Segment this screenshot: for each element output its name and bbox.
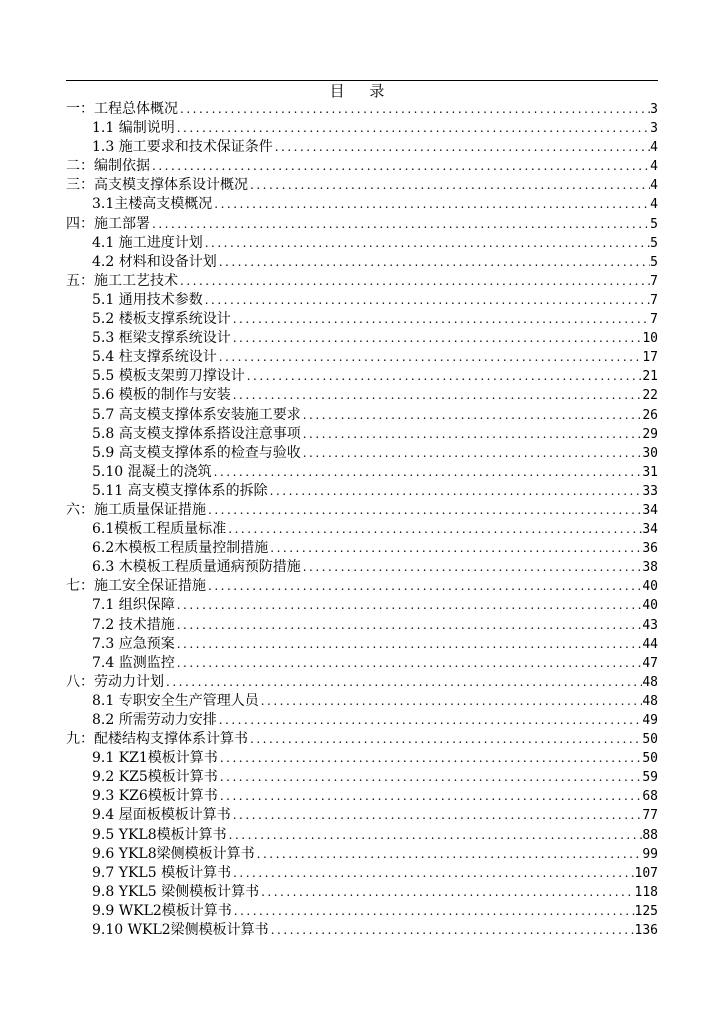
dot-leader <box>231 386 643 405</box>
toc-entry[interactable] <box>66 787 658 806</box>
dot-leader <box>231 806 643 825</box>
toc-entry[interactable] <box>66 348 658 367</box>
toc-entry[interactable] <box>66 635 658 654</box>
toc-entry-label: 5.2 楼板支撑系统设计 <box>92 311 231 328</box>
dot-leader <box>218 749 643 768</box>
toc-entry[interactable] <box>66 577 658 596</box>
toc-entry-page-number: 125 <box>634 903 658 919</box>
toc-entry[interactable] <box>66 826 658 845</box>
dot-leader <box>178 272 650 291</box>
dot-leader <box>231 310 650 329</box>
dot-leader <box>255 845 643 864</box>
dot-leader <box>268 482 643 501</box>
toc-entry-label: 8.2 所需劳动力安排 <box>92 712 217 728</box>
dot-leader <box>206 577 642 596</box>
dot-leader <box>301 444 643 463</box>
toc-entry[interactable] <box>66 406 658 425</box>
toc-entry-page-number: 36 <box>642 541 658 557</box>
toc-entry[interactable] <box>66 730 658 749</box>
dot-leader <box>218 787 643 806</box>
table-of-contents <box>66 100 658 940</box>
toc-entry-page-number: 47 <box>642 655 658 671</box>
toc-entry[interactable] <box>66 215 658 234</box>
toc-entry[interactable] <box>66 806 658 825</box>
dot-leader <box>175 596 643 615</box>
toc-entry-label: 3.1主楼高支模概况 <box>92 196 213 213</box>
toc-entry[interactable] <box>66 596 658 615</box>
toc-entry-page-number: 136 <box>634 923 658 939</box>
toc-entry-label: 5.9 高支模支撑体系的检查与验收 <box>92 444 301 461</box>
toc-entry-label: 5.1 通用技术参数 <box>92 291 203 308</box>
toc-entry-page-number: 43 <box>642 617 658 633</box>
toc-entry-page-number: 5 <box>650 235 658 251</box>
toc-entry-label: 9.9 WKL2模板计算书 <box>92 902 232 919</box>
toc-entry-page-number: 4 <box>650 140 658 156</box>
toc-entry-label: 9.8 YKL5 梁侧模板计算书 <box>92 883 260 900</box>
dot-leader <box>227 826 643 845</box>
toc-title: 目 录 <box>329 82 395 100</box>
toc-entry-page-number: 33 <box>642 483 658 499</box>
dot-leader <box>231 864 634 883</box>
toc-entry[interactable] <box>66 291 658 310</box>
toc-entry-page-number: 3 <box>650 102 658 117</box>
toc-entry[interactable] <box>66 501 658 520</box>
toc-entry-page-number: 50 <box>642 732 658 748</box>
dot-leader <box>203 291 650 310</box>
dot-leader <box>175 119 650 138</box>
toc-entry[interactable] <box>66 234 658 253</box>
toc-entry-page-number: 48 <box>642 674 658 690</box>
toc-entry-label: 八：劳动力计划 <box>66 673 164 690</box>
toc-entry-label: 九：配楼结构支撑体系计算书 <box>66 731 248 748</box>
toc-entry-label: 四：施工部署 <box>66 215 150 232</box>
toc-entry[interactable] <box>66 310 658 329</box>
toc-entry-label: 9.10 WKL2梁侧模板计算书 <box>92 922 269 939</box>
toc-entry-label: 9.1 KZ1模板计算书 <box>92 750 218 767</box>
dot-leader <box>178 100 650 119</box>
toc-entry-label: 6.3 木模板工程质量通病预防措施 <box>92 559 301 576</box>
toc-entry[interactable] <box>66 482 658 501</box>
toc-entry-page-number: 68 <box>642 789 658 805</box>
toc-entry-page-number: 88 <box>642 827 658 843</box>
toc-entry[interactable] <box>66 386 658 405</box>
toc-entry-page-number: 22 <box>642 388 658 404</box>
toc-entry-page-number: 34 <box>642 502 658 518</box>
toc-entry-page-number: 59 <box>642 770 658 786</box>
toc-entry-page-number: 118 <box>634 884 658 900</box>
toc-entry-label: 5.6 模板的制作与安装 <box>92 387 231 404</box>
toc-entry-label: 9.6 YKL8梁侧模板计算书 <box>92 845 255 862</box>
toc-entry-label: 5.3 框梁支撑系统设计 <box>92 330 231 347</box>
toc-entry-label: 5.7 高支模支撑体系安装施工要求 <box>92 406 301 423</box>
toc-entry-label: 三：高支模支撑体系设计概况 <box>66 177 248 194</box>
dot-leader <box>175 635 643 654</box>
toc-entry-page-number: 48 <box>642 693 658 709</box>
toc-entry-label: 7.2 技术措施 <box>92 616 175 633</box>
toc-entry-label: 七：施工安全保证措施 <box>66 578 206 595</box>
toc-entry[interactable] <box>66 749 658 768</box>
toc-entry-label: 9.4 屋面板模板计算书 <box>92 807 231 824</box>
dot-leader <box>248 176 650 195</box>
toc-entry[interactable] <box>66 864 658 883</box>
toc-entry-label: 5.5 模板支架剪刀撑设计 <box>92 368 245 385</box>
toc-entry[interactable] <box>66 654 658 673</box>
toc-entry[interactable] <box>66 921 658 940</box>
toc-entry[interactable] <box>66 539 658 558</box>
toc-entry-label: 1.3 施工要求和技术保证条件 <box>92 139 273 156</box>
toc-entry-page-number: 7 <box>650 312 658 328</box>
toc-entry[interactable] <box>66 329 658 348</box>
toc-entry-label: 9.7 YKL5 模板计算书 <box>92 864 232 881</box>
toc-entry-page-number: 4 <box>650 178 658 194</box>
top-rule <box>66 80 658 81</box>
dot-leader <box>218 768 643 787</box>
toc-entry[interactable] <box>66 253 658 272</box>
toc-entry[interactable] <box>66 883 658 902</box>
toc-entry[interactable] <box>66 367 658 386</box>
toc-entry-label: 6.1模板工程质量标准 <box>92 521 227 538</box>
dot-leader <box>150 157 650 176</box>
toc-entry[interactable] <box>66 711 658 730</box>
toc-entry-page-number: 40 <box>642 598 658 614</box>
toc-entry-label: 4.2 材料和设备计划 <box>92 253 217 270</box>
dot-leader <box>248 730 642 749</box>
dot-leader <box>259 883 634 902</box>
dot-leader <box>175 616 643 635</box>
toc-entry-page-number: 40 <box>642 579 658 595</box>
toc-entry[interactable] <box>66 100 658 119</box>
dot-leader <box>301 558 643 577</box>
toc-entry-page-number: 21 <box>642 369 658 385</box>
dot-leader <box>232 902 635 921</box>
toc-entry[interactable] <box>66 463 658 482</box>
dot-leader <box>150 215 650 234</box>
toc-entry[interactable] <box>66 673 658 692</box>
toc-entry-page-number: 30 <box>642 445 658 461</box>
toc-entry-page-number: 26 <box>642 407 658 423</box>
toc-entry-label: 1.1 编制说明 <box>92 120 175 137</box>
toc-entry[interactable] <box>66 768 658 787</box>
toc-entry-page-number: 49 <box>642 713 658 728</box>
toc-entry[interactable] <box>66 138 658 157</box>
dot-leader <box>212 463 643 482</box>
toc-entry-label: 6.2木模板工程质量控制措施 <box>92 540 269 557</box>
toc-entry-label: 一：工程总体概况 <box>66 101 178 117</box>
toc-entry[interactable] <box>66 157 658 176</box>
toc-entry-page-number: 31 <box>642 464 658 480</box>
dot-leader <box>212 195 650 214</box>
toc-entry[interactable] <box>66 272 658 291</box>
toc-entry-page-number: 4 <box>650 197 658 213</box>
toc-entry-label: 5.4 柱支撑系统设计 <box>92 349 217 366</box>
toc-entry[interactable] <box>66 119 658 138</box>
dot-leader <box>217 253 650 272</box>
dot-leader <box>164 673 642 692</box>
toc-entry-label: 7.3 应急预案 <box>92 635 175 652</box>
dot-leader <box>217 711 643 730</box>
dot-leader <box>301 406 643 425</box>
toc-entry[interactable] <box>66 444 658 463</box>
toc-entry-label: 五：施工工艺技术 <box>66 272 178 289</box>
toc-entry-label: 5.10 混凝土的浇筑 <box>92 463 212 480</box>
dot-leader <box>259 692 643 711</box>
toc-entry[interactable] <box>66 558 658 577</box>
toc-entry-label: 9.5 YKL8模板计算书 <box>92 826 227 843</box>
toc-entry-label: 9.2 KZ5模板计算书 <box>92 769 218 786</box>
toc-entry-page-number: 5 <box>650 254 658 270</box>
toc-entry-label: 5.11 高支模支撑体系的拆除 <box>92 482 268 499</box>
toc-entry-label: 二：编制依据 <box>66 158 150 175</box>
dot-leader <box>203 234 650 253</box>
toc-entry[interactable] <box>66 520 658 539</box>
toc-entry-label: 7.4 监测监控 <box>92 654 175 671</box>
toc-entry-page-number: 44 <box>642 636 658 652</box>
dot-leader <box>175 654 643 673</box>
dot-leader <box>226 520 642 539</box>
toc-entry-page-number: 5 <box>650 216 658 232</box>
toc-entry-label: 9.3 KZ6模板计算书 <box>92 788 218 805</box>
toc-entry[interactable] <box>66 425 658 444</box>
toc-entry[interactable] <box>66 845 658 864</box>
toc-entry-label: 5.8 高支模支撑体系搭设注意事项 <box>92 425 301 442</box>
dot-leader <box>245 367 643 386</box>
toc-entry-label: 4.1 施工进度计划 <box>92 234 203 251</box>
dot-leader <box>301 425 643 444</box>
toc-entry-label: 8.1 专职安全生产管理人员 <box>92 692 259 709</box>
toc-entry-label: 7.1 组织保障 <box>92 597 175 614</box>
toc-entry[interactable] <box>66 195 658 214</box>
toc-entry-page-number: 3 <box>650 121 658 137</box>
toc-entry-page-number: 38 <box>642 560 658 576</box>
toc-entry-label: 六：施工质量保证措施 <box>66 501 206 518</box>
toc-entry-page-number: 34 <box>642 522 658 538</box>
toc-entry[interactable] <box>66 176 658 195</box>
dot-leader <box>269 921 635 940</box>
toc-entry-page-number: 107 <box>634 865 658 881</box>
toc-entry-page-number: 29 <box>642 426 658 442</box>
dot-leader <box>217 348 643 367</box>
toc-entry[interactable] <box>66 902 658 921</box>
toc-entry-page-number: 4 <box>650 159 658 175</box>
toc-entry-page-number: 7 <box>650 273 658 289</box>
toc-entry[interactable] <box>66 692 658 711</box>
dot-leader <box>206 501 642 520</box>
toc-entry-page-number: 99 <box>642 846 658 862</box>
dot-leader <box>231 329 643 348</box>
dot-leader <box>268 539 642 558</box>
dot-leader <box>273 138 650 157</box>
toc-entry[interactable] <box>66 616 658 635</box>
toc-entry-page-number: 10 <box>642 331 658 347</box>
toc-entry-page-number: 7 <box>650 292 658 308</box>
toc-entry-page-number: 50 <box>642 751 658 767</box>
toc-entry-page-number: 17 <box>642 350 658 366</box>
toc-entry-page-number: 77 <box>642 808 658 824</box>
